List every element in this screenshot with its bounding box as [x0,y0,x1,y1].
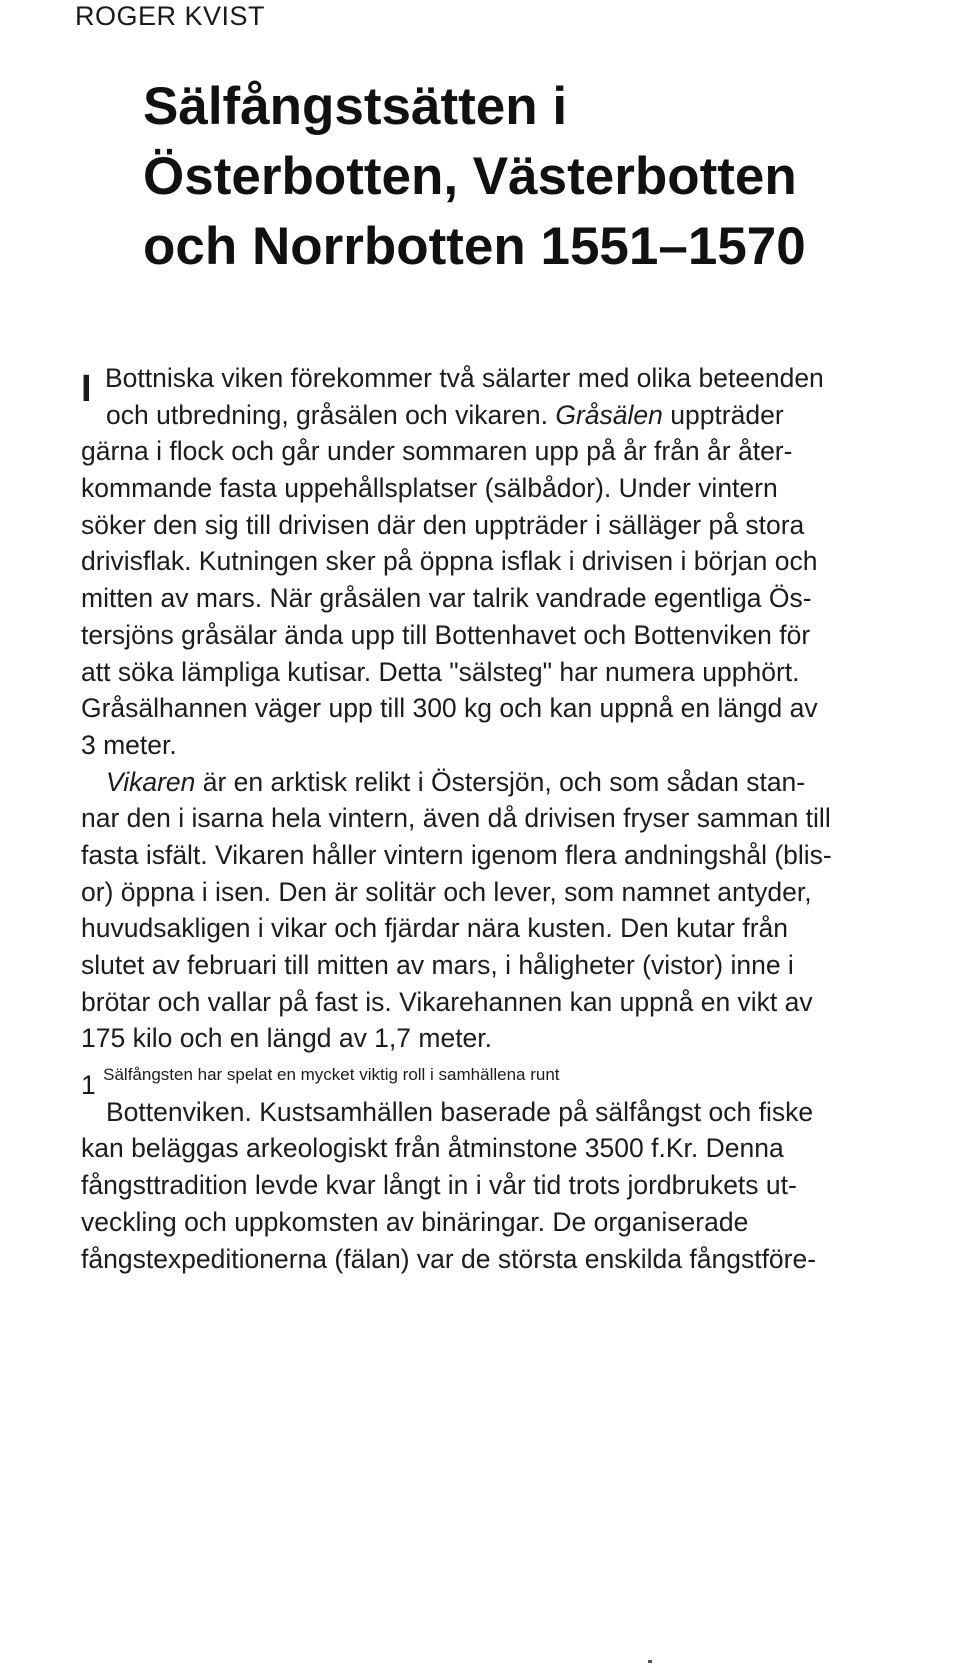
body-line [81,360,941,410]
scan-speck [648,1660,652,1663]
body-line-text: Bottenviken. Kustsamhällen baserade på sälfångst och fiske [106,1096,814,1127]
body-line: mitten av mars. När gråsälen var talrik vandrade egentliga Ös- [81,583,812,614]
body-line-text: uppträder [670,399,784,430]
title-line-3: och Norrbotten 1551–1570 [143,217,806,276]
body-line [81,1057,941,1101]
body-line-text: är en arktisk relikt i Östersjön, och som sådan stan- [202,766,806,797]
body-line: 175 kilo och en längd av 1,7 meter. [81,1023,493,1054]
body-line: Gråsälhannen väger upp till 300 kg och kan uppnå en längd av [81,693,818,724]
body-line: kan beläggas arkeologiskt från åtminstone 3500 f.Kr. Denna [81,1133,784,1164]
drop-cap-initial: I [81,368,92,410]
body-line: brötar och vallar på fast is. Vikarehannen kan uppnå en vikt av [81,986,813,1017]
body-line: huvudsakligen i vikar och fjärdar nära kusten. Den kutar från [81,913,789,944]
body-line: veckling och uppkomsten av binäringar. De organiserade [81,1206,749,1237]
article-body [81,360,941,1314]
article-title [143,72,943,282]
body-line: 3 meter. [81,729,177,760]
body-line [81,397,941,434]
body-line: tersjöns gråsälar ända upp till Bottenhavet och Bottenviken för [81,619,811,650]
body-line: kommande fasta uppehållsplatser (sälbådor). Under vintern [81,473,778,504]
body-line [81,1277,941,1314]
body-line: fångstexpeditionerna (fälan) var de största enskilda fångstföre- [81,1243,817,1274]
author-name: ROGER KVIST [75,1,266,31]
body-line [81,1094,941,1131]
body-line: gärna i flock och går under sommaren upp på år från år åter- [81,436,793,467]
body-line: nar den i isarna hela vintern, även då drivisen fryser samman till [81,803,831,834]
body-line [81,764,941,801]
body-line: drivisflak. Kutningen sker på öppna isflak i drivisen i början och [81,546,818,577]
body-line: slutet av februari till mitten av mars, i håligheter (vistor) inne i [81,950,794,980]
body-line: fasta isfält. Vikaren håller vintern igenom flera andningshål (blis- [81,839,832,870]
body-line: söker den sig till drivisen där den uppträder i sälläger på stora [81,509,805,540]
body-line: fångsttradition levde kvar långt in i vår tid trots jordbrukets ut- [81,1170,797,1201]
title-line-1: Sälfångstsätten i [143,77,568,136]
footnote-marker[interactable]: Sälfångsten har spelat en mycket viktig roll i samhällena runt [103,1065,560,1085]
body-line-text: Bottniska viken förekommer två sälarter med olika beteenden [105,363,824,393]
title-line-2: Österbotten, Västerbotten [143,147,797,206]
body-line-text: och utbredning, gråsälen och vikaren. [106,399,548,430]
body-line: att söka lämpliga kutisar. Detta "sälsteg" har numera upphört. [81,656,800,687]
body-line: or) öppna i isen. Den är solitär och lever, som namnet antyder, [81,876,812,907]
emphasis-vikaren: Vikaren [106,766,196,797]
emphasis-grasalen: Gråsälen [555,399,663,430]
body-line-text: 1 [81,1070,96,1101]
